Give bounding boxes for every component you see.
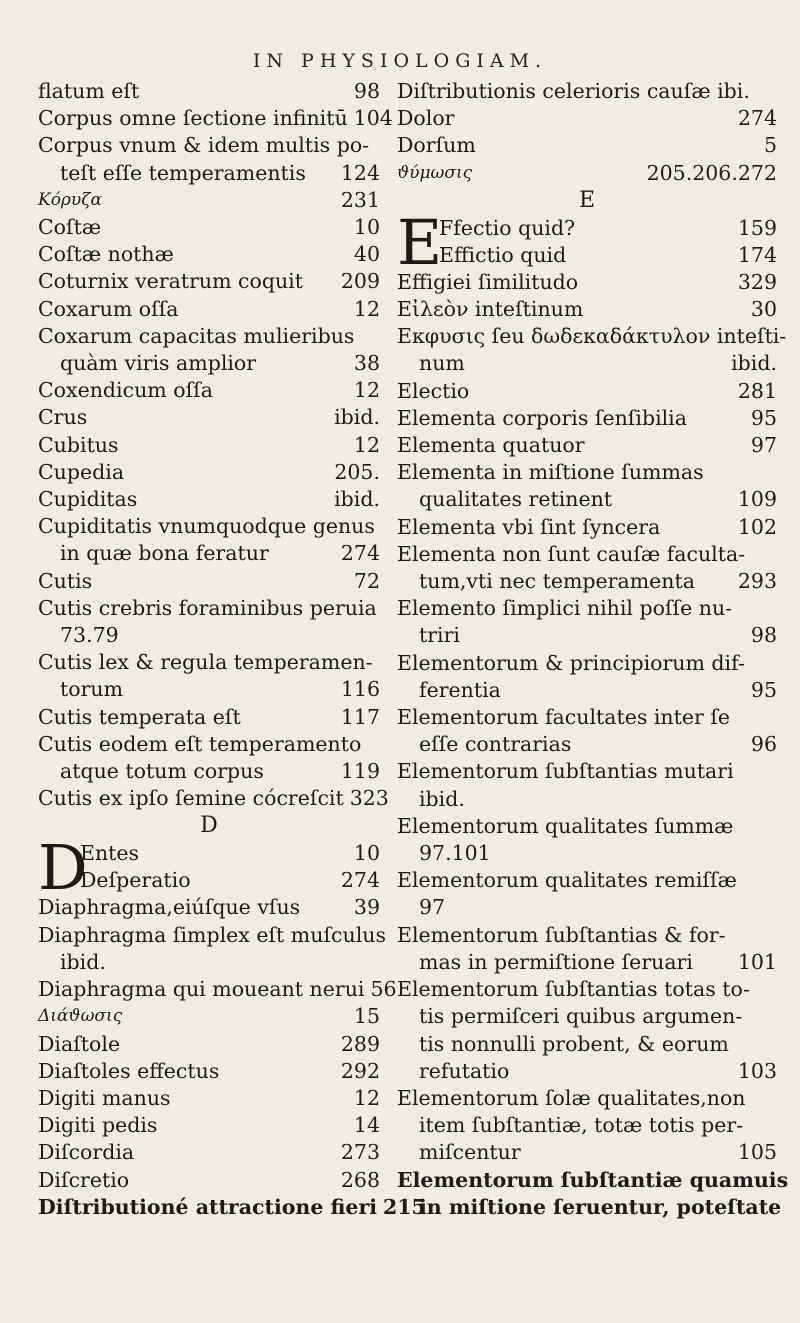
index-entry (38, 731, 380, 785)
dropcap-entries (397, 205, 777, 279)
entry-term: Elementorum qualitates ſummæ (397, 813, 734, 838)
entry-page: 293 (737, 569, 777, 594)
entry-line (38, 949, 380, 976)
index-entry (397, 405, 777, 432)
index-entry (38, 1085, 380, 1112)
entry-continuation: quàm viris amplior (60, 351, 257, 376)
entry-continuation: refutatio (419, 1058, 510, 1083)
entry-term: Diſtributioné attractione fieri (38, 1194, 378, 1219)
entry-term: Cutis lex & regula temperamen- (38, 650, 373, 675)
entry-page: 292 (340, 1058, 380, 1083)
entry-term: Elementorum ſubſtantias mutari (397, 759, 734, 784)
entry-line (397, 758, 777, 785)
entry-page: 209 (340, 269, 380, 294)
index-entry (397, 105, 777, 132)
entry-line (397, 813, 777, 840)
entry-page: 323 (349, 786, 389, 811)
entry-line (38, 649, 380, 676)
index-entry (38, 323, 380, 377)
entry-term: Elementorum facultates inter ſe (397, 705, 731, 730)
entry-line (397, 1058, 777, 1085)
index-entry (397, 1085, 777, 1167)
index-entry (397, 323, 787, 377)
entry-term: Elemento ſimplici nihil poſſe nu- (397, 596, 733, 621)
index-entry (38, 486, 380, 513)
index-entry (80, 840, 380, 867)
entry-page: 268 (340, 1167, 380, 1192)
index-entry (397, 514, 777, 541)
index-entry (397, 160, 777, 187)
entry-line (397, 1031, 777, 1058)
entry-page: 39 (353, 895, 380, 920)
entry-line (38, 323, 380, 350)
entry-line (38, 132, 380, 159)
entry-page: 40 (353, 242, 380, 267)
index-entry (38, 1031, 380, 1058)
entry-page: 105 (737, 1140, 777, 1165)
drop-capital: E (397, 205, 443, 279)
entry-term: Diaſtole (38, 1031, 121, 1056)
entry-page: 12 (353, 1085, 380, 1110)
entry-term: Electio (397, 378, 470, 403)
entry-page: 231 (340, 187, 380, 212)
entry-line (397, 704, 777, 731)
entry-page: 329 (737, 269, 777, 294)
entry-line (397, 867, 777, 894)
index-entry (397, 813, 777, 867)
entry-page: 95 (750, 677, 777, 702)
entry-continuation: tum,vti nec temperamenta (419, 569, 695, 594)
index-entry (397, 922, 777, 976)
entry-page: 15 (353, 1004, 380, 1029)
entry-line (38, 758, 380, 785)
entry-page: 98 (750, 623, 777, 648)
entry-continuation: num (419, 351, 465, 376)
entry-term: Coturnix veratrum coquit (38, 269, 303, 294)
entry-page: ibid. (334, 405, 380, 430)
index-entry (38, 894, 380, 921)
entry-page: 30 (750, 297, 777, 322)
entry-line (38, 513, 380, 540)
index-entry (38, 785, 389, 812)
entry-page: 281 (737, 378, 777, 403)
entry-line (38, 622, 380, 649)
entry-page: 289 (340, 1031, 380, 1056)
entry-page: 102 (737, 514, 777, 539)
index-entry (38, 1167, 380, 1194)
index-entry (38, 1112, 380, 1139)
entry-page: 96 (750, 732, 777, 757)
entry-term: Coxarum oſſa (38, 296, 179, 321)
entry-page: 101 (737, 949, 777, 974)
index-entry (397, 758, 777, 812)
entry-line (397, 350, 777, 377)
entry-line (397, 1139, 777, 1166)
index-entry (38, 78, 380, 105)
entry-term: Elementa quatuor (397, 433, 585, 458)
index-entry (38, 268, 380, 295)
entry-term: Elementorum ſubſtantias totas to- (397, 977, 750, 1002)
running-head: IN PHYSIOLOGIAM. (252, 50, 548, 72)
entry-line (397, 595, 777, 622)
index-entry (397, 976, 777, 1085)
entry-line (38, 922, 386, 949)
index-entry (397, 296, 777, 323)
entry-line (397, 1167, 789, 1194)
index-entry (38, 595, 380, 649)
entry-page: ibid. (731, 351, 777, 376)
index-entry (397, 378, 777, 405)
entry-term: Cutis eodem eſt temperamento (38, 731, 362, 756)
entry-page: 119 (340, 759, 380, 784)
index-entry (38, 704, 380, 731)
entry-line (397, 622, 777, 649)
entry-term: Effictio quid (439, 242, 567, 267)
entry-page: 205.206.272 (646, 160, 777, 185)
entry-term: Κόρυζα (38, 189, 102, 210)
index-entry (397, 132, 777, 159)
index-entry (38, 922, 386, 976)
entry-term: Diſtributionis celerioris cauſæ ibi. (397, 79, 750, 103)
entry-page: 274 (340, 868, 380, 893)
entry-page: 124 (340, 160, 380, 185)
entry-term: Diſcordia (38, 1140, 135, 1165)
index-entry (38, 513, 380, 567)
entry-line (397, 894, 777, 921)
index-entry (38, 1003, 380, 1030)
entry-term: Elementorum ſubſtantias & for- (397, 922, 726, 947)
index-entry (38, 1139, 380, 1166)
index-entry (38, 187, 380, 214)
entry-line (397, 1085, 777, 1112)
index-entry (439, 242, 777, 269)
entry-line (397, 731, 777, 758)
index-entry (38, 377, 380, 404)
entry-term: Coxarum capacitas mulieribus (38, 323, 355, 348)
entry-term: Diaphragma qui moueant nerui (38, 977, 365, 1002)
index-entry (38, 568, 380, 595)
entry-page: 103 (737, 1058, 777, 1083)
entry-line (397, 786, 777, 813)
entry-term: Cutis (38, 568, 93, 593)
entry-continuation: miſcentur (419, 1140, 521, 1165)
entry-term: Cutis crebris foraminibus peruia (38, 595, 377, 620)
entry-term: Corpus vnum & idem multis po- (38, 133, 370, 158)
entry-line (397, 1003, 777, 1030)
section-letter-d: D (200, 813, 218, 839)
index-entry (397, 595, 777, 649)
entry-term: Dorſum (397, 133, 476, 158)
entry-continuation: tis permiſceri quibus argumen- (419, 1004, 743, 1029)
index-entry (38, 404, 380, 431)
entry-continuation: 73.79 (60, 623, 119, 648)
index-entry (80, 867, 380, 894)
entry-page: 117 (340, 704, 380, 729)
entry-term: Digiti manus (38, 1085, 171, 1110)
entry-term: Elementorum ſubſtantiæ quamuis (397, 1167, 789, 1192)
index-entry (397, 459, 777, 513)
entry-continuation: item ſubſtantiæ, totæ totis per- (419, 1113, 744, 1138)
entry-term: Elementorum & principiorum dif- (397, 650, 745, 675)
entry-term: Diaphragma,eiúſque vſus (38, 895, 301, 920)
entry-term: Diaſtoles effectus (38, 1058, 220, 1083)
entry-page: 174 (737, 242, 777, 267)
drop-capital: D (38, 831, 88, 905)
entry-term: Cupiditatis vnumquodque genus (38, 514, 375, 539)
entry-term: Diaphragma ſimplex eſt muſculus (38, 922, 386, 947)
index-entry (439, 215, 777, 242)
entry-term: Elementorum qualitates remiſſæ (397, 868, 737, 893)
entry-continuation: tis nonnulli probent, & eorum (419, 1031, 729, 1056)
entry-term: Coſtæ nothæ (38, 242, 174, 267)
entry-page: 12 (353, 296, 380, 321)
index-entry (397, 1167, 789, 1221)
entry-line (38, 350, 380, 377)
entry-line (397, 922, 777, 949)
entry-term: Διάϑωσις (38, 1006, 123, 1027)
dropcap-lines (80, 840, 380, 894)
entry-continuation: eſſe contrarias (419, 732, 572, 757)
index-entry (397, 867, 777, 921)
index-entry (38, 1194, 426, 1221)
entry-line (397, 677, 777, 704)
entry-line (397, 459, 777, 486)
entry-continuation: in quæ bona feratur (60, 541, 269, 566)
entry-term: ϑύμωσις (397, 162, 473, 183)
entry-continuation: in miſtione ſeruentur, poteſtate (419, 1194, 782, 1219)
entry-term: Crus (38, 405, 88, 430)
entry-page: 10 (353, 841, 380, 866)
entry-page: 5 (763, 133, 777, 158)
index-entry (397, 704, 777, 758)
section-letter-e: E (578, 187, 596, 213)
entry-page: 72 (353, 568, 380, 593)
entry-page: 274 (737, 106, 777, 131)
entry-page: 14 (353, 1113, 380, 1138)
entry-line (397, 976, 777, 1003)
index-entry (397, 650, 777, 704)
entry-continuation: ferentia (419, 677, 501, 702)
index-entry (38, 649, 380, 703)
entry-line (38, 676, 380, 703)
entry-continuation: ibid. (419, 786, 465, 811)
entry-page: 159 (737, 215, 777, 240)
entry-line (397, 568, 777, 595)
dropcap-lines (439, 215, 777, 269)
entry-page: 10 (353, 215, 380, 240)
entry-page: 116 (340, 677, 380, 702)
entry-term: Εκφυσις ſeu δωδεκαδάκτυλον inteſti- (397, 324, 787, 349)
entry-line (38, 540, 380, 567)
entry-term: Εἰλεὸν inteſtinum (397, 297, 584, 322)
entry-page: 97 (750, 433, 777, 458)
entry-line (397, 1194, 782, 1221)
entry-term: Elementorum ſolæ qualitates,non (397, 1085, 746, 1110)
entry-continuation: qualitates retinent (419, 487, 613, 512)
index-entry (38, 976, 397, 1003)
entry-continuation: atque totum corpus (60, 759, 264, 784)
index-entry (397, 541, 777, 595)
entry-line (38, 731, 380, 758)
index-entry (397, 269, 777, 296)
entry-continuation: torum (60, 677, 124, 702)
entry-continuation: 97.101 (419, 841, 491, 866)
index-entry (38, 459, 380, 486)
entry-term: Digiti pedis (38, 1113, 158, 1138)
entry-page: 56 (370, 977, 397, 1002)
entry-continuation: mas in permiſtione ſeruari (419, 949, 693, 974)
entry-page: 98 (353, 79, 380, 103)
entry-line (38, 595, 380, 622)
entry-page: 109 (737, 487, 777, 512)
entry-term: Elementa in miſtione ſummas (397, 460, 704, 485)
entry-term: flatum eſt (38, 79, 140, 103)
entry-page: 274 (340, 541, 380, 566)
entry-term: Diſcretio (38, 1167, 130, 1192)
entry-line (397, 541, 777, 568)
entry-page: 104 (353, 106, 393, 131)
entry-page: 205. (334, 459, 380, 484)
entry-term: Ffectio quid? (439, 215, 576, 240)
entry-term: Corpus omne ſectione infinitū (38, 106, 348, 131)
entry-term: Cupedia (38, 459, 125, 484)
entry-term: Effigiei ſimilitudo (397, 269, 579, 294)
entry-page: 12 (353, 432, 380, 457)
entry-term: Elementa corporis ſenſibilia (397, 405, 687, 430)
index-entry (38, 214, 380, 241)
entry-term: Coxendicum oſſa (38, 378, 213, 403)
index-entry (38, 132, 380, 186)
index-entry (38, 432, 380, 459)
entry-term: Cubitus (38, 432, 119, 457)
entry-term: Cutis ex ipſo ſemine cócreſcit (38, 786, 344, 811)
entry-continuation: teſt eſſe temperamentis (60, 160, 306, 185)
entry-page: 215 (383, 1194, 426, 1219)
entry-line (397, 486, 777, 513)
index-entry (38, 105, 393, 132)
entry-line (397, 1112, 777, 1139)
entry-line (397, 323, 787, 350)
entry-term: Elementa vbi ſint ſyncera (397, 514, 661, 539)
entry-line (397, 949, 777, 976)
entry-page: ibid. (334, 487, 380, 512)
entry-page: 95 (750, 405, 777, 430)
entry-term: Entes (80, 841, 140, 866)
entry-line (397, 650, 777, 677)
index-entry (38, 1058, 380, 1085)
entry-line (38, 160, 380, 187)
entry-line (397, 840, 777, 867)
entry-continuation: 97 (419, 895, 446, 920)
index-entry (38, 296, 380, 323)
entry-page: 273 (340, 1140, 380, 1165)
entry-continuation: ibid. (60, 949, 106, 974)
entry-page: 38 (353, 351, 380, 376)
dropcap-entries (38, 831, 380, 905)
entry-page: 12 (353, 378, 380, 403)
entry-term: Dolor (397, 106, 455, 131)
entry-term: Cupiditas (38, 487, 138, 512)
entry-term: Coſtæ (38, 215, 102, 240)
entry-continuation: triri (419, 623, 460, 648)
entry-term: Elementa non ſunt cauſæ faculta- (397, 541, 746, 566)
entry-term: Deſperatio (80, 868, 191, 893)
entry-term: Cutis temperata eſt (38, 704, 241, 729)
index-entry (38, 241, 380, 268)
index-entry (397, 78, 777, 105)
index-entry (397, 432, 777, 459)
index-column-right (397, 78, 789, 1221)
